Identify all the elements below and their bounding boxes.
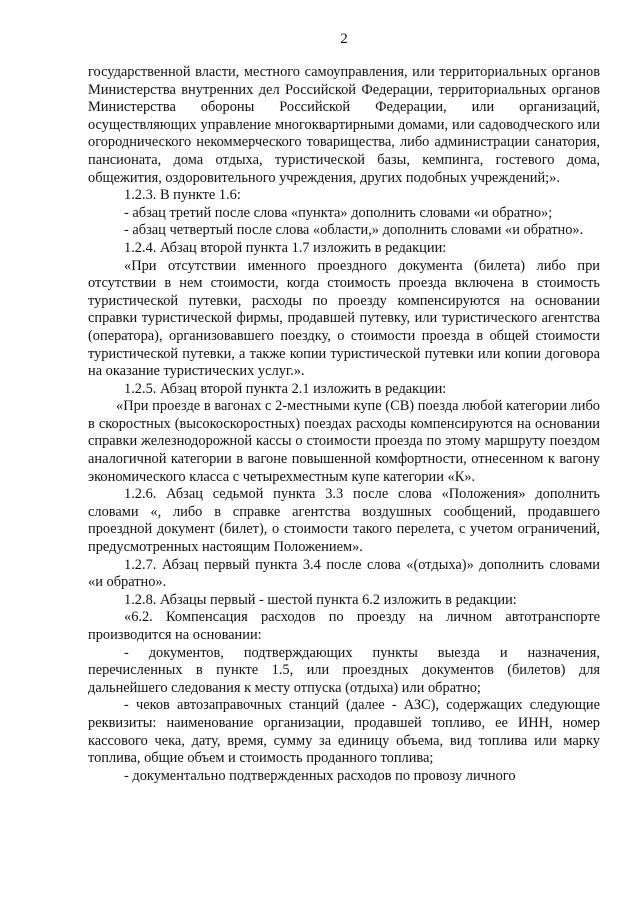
document-page: [88, 30, 600, 785]
paragraph-item-1-2-7: 1.2.7. Абзац первый пункта 3.4 после слова «(отдыха)» дополнить словами «и обратно».: [88, 556, 600, 591]
paragraph-dash-item: - абзац третий после слова «пункта» дополнить словами «и обратно»;: [124, 204, 553, 221]
page-number: 2: [340, 31, 348, 47]
paragraph-quote: «При отсутствии именного проездного документа (билета) либо при отсутствии в нем стоимости, когда стоимость проезда включена в стоимость туристической путевки, расходы по проезду компенсируются на основании справки туристической фирмы, продавшей путевку, или туристического агентства (оператора), организовавшего поездку, о стоимости проезда в общей стоимости туристической путевки, а также копии туристической путевки или копии договора на оказание туристических услуг.».: [88, 257, 600, 380]
paragraph-item-1-2-6: 1.2.6. Абзац седьмой пункта 3.3 после слова «Положения» дополнить словами «, либо в справке агентства воздушных сообщений, продавшего проездной документ (билет), о стоимости такого перелета, с учетом ограничений, предусмотренных настоящим Положением».: [88, 486, 600, 556]
paragraph-item-1-2-5: 1.2.5. Абзац второй пункта 2.1 изложить в редакции:: [124, 380, 447, 397]
paragraph-dash-item: - документов, подтверждающих пункты выезда и назначения, перечисленных в пункте 1.5, или проездных документов (билетов) для дальнейшего следования к месту отпуска (отдыха) или обратно;: [88, 644, 600, 696]
paragraph-item-1-2-3: 1.2.3. В пункте 1.6:: [124, 187, 241, 204]
paragraph-item-1-2-8: 1.2.8. Абзацы первый - шестой пункта 6.2 изложить в редакции:: [124, 591, 517, 608]
paragraph-item-1-2-4: 1.2.4. Абзац второй пункта 1.7 изложить в редакции:: [124, 239, 447, 256]
paragraph-continuation: государственной власти, местного самоуправления, или территориальных органов Министерства внутренних дел Российской Федерации, территориальных органов Министерства обороны Российской Федерации, или организаций, осуществляющих управление многоквартирными домами, или садоводческого или огороднического некоммерческого товарищества, либо администрации санатория, пансионата, дома отдыха, туристической базы, кемпинга, гостевого дома, общежития, оздоровительного учреждения, других подобных учреждений;».: [88, 64, 600, 186]
paragraph-quote: «При проезде в вагонах с 2-местными купе (СВ) поезда любой категории либо в скоростных (высокоскоростных) поездах расходы компенсируются на основании справки железнодорожной кассы о стоимости проезда по этому маршруту поездом аналогичной категории в вагоне повышенной комфортности, отнесенном к вагону экономического класса с четырехместным купе категории «К».: [88, 398, 600, 485]
paragraph-quote: «6.2. Компенсация расходов по проезду на личном автотранспорте производится на основании:: [88, 609, 600, 643]
paragraph-dash-item: - чеков автозаправочных станций (далее - АЗС), содержащих следующие реквизиты: наименование организации, продавшей топливо, ее ИНН, номер кассового чека, дату, время, сумму за единицу объема, вид топлива или марку топлива, общие объем и стоимость проданного топлива;: [88, 697, 600, 767]
paragraph-dash-item: - абзац четвертый после слова «области,» дополнить словами «и обратно».: [124, 222, 584, 239]
paragraph-dash-item: - документально подтвержденных расходов по провозу личного: [124, 767, 516, 784]
